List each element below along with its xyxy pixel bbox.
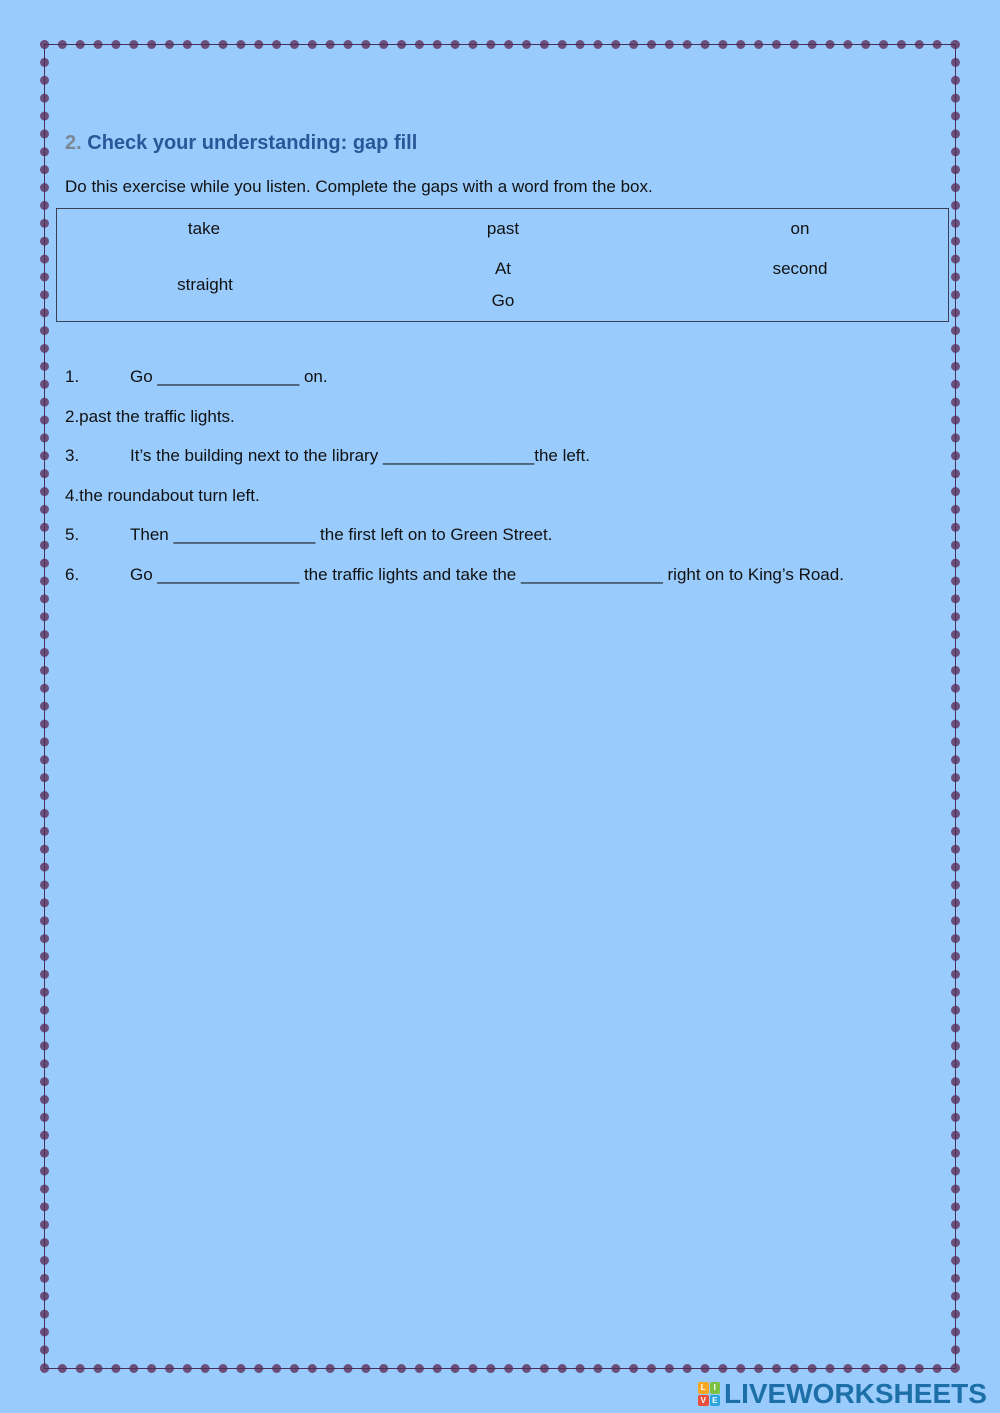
heading-number: 2. [65, 132, 82, 154]
logo-text: LIVEWORKSHEETS [724, 1378, 987, 1409]
exercise-item-3 [65, 446, 590, 466]
word-go: Go [491, 291, 515, 310]
exercise-text: 4.the roundabout turn left. [65, 486, 260, 505]
exercise-number: 3. [65, 446, 80, 465]
word-second: second [772, 259, 828, 278]
exercise-number: 5. [65, 525, 80, 544]
exercise-item-4 [65, 486, 260, 506]
instructions-text: Do this exercise while you listen. Complete the gaps with a word from the box. [65, 177, 653, 196]
logo-mark-letter: E [710, 1395, 721, 1407]
word-at: At [494, 259, 512, 278]
exercise-number: 1. [65, 367, 80, 386]
exercise-text: 2.past the traffic lights. [65, 407, 235, 426]
word-past: past [486, 219, 520, 238]
exercise-text: Go _______________ the traffic lights and take the _______________ right on to King’s Road. [130, 565, 844, 584]
heading-title: Check your understanding: gap fill [87, 132, 418, 154]
logo-mark-letter: V [698, 1395, 709, 1407]
exercise-item-6 [65, 565, 844, 585]
exercise-item-2 [65, 407, 235, 427]
exercise-number: 6. [65, 565, 80, 584]
word-box [56, 208, 949, 322]
exercise-item-5 [65, 525, 552, 545]
liveworksheets-logo [698, 1378, 987, 1410]
exercise-text: Go _______________ on. [130, 367, 328, 386]
logo-mark-icon [698, 1382, 720, 1406]
logo-mark-letter: L [698, 1382, 709, 1394]
exercise-item-1 [65, 367, 328, 387]
word-straight: straight [177, 275, 233, 294]
exercise-text: Then _______________ the first left on to Green Street. [130, 525, 553, 544]
word-take: take [187, 219, 221, 238]
exercise-text: It’s the building next to the library ________________the left. [130, 446, 590, 465]
word-on: on [790, 219, 810, 238]
section-heading [65, 132, 417, 155]
logo-mark-letter: I [710, 1382, 721, 1394]
